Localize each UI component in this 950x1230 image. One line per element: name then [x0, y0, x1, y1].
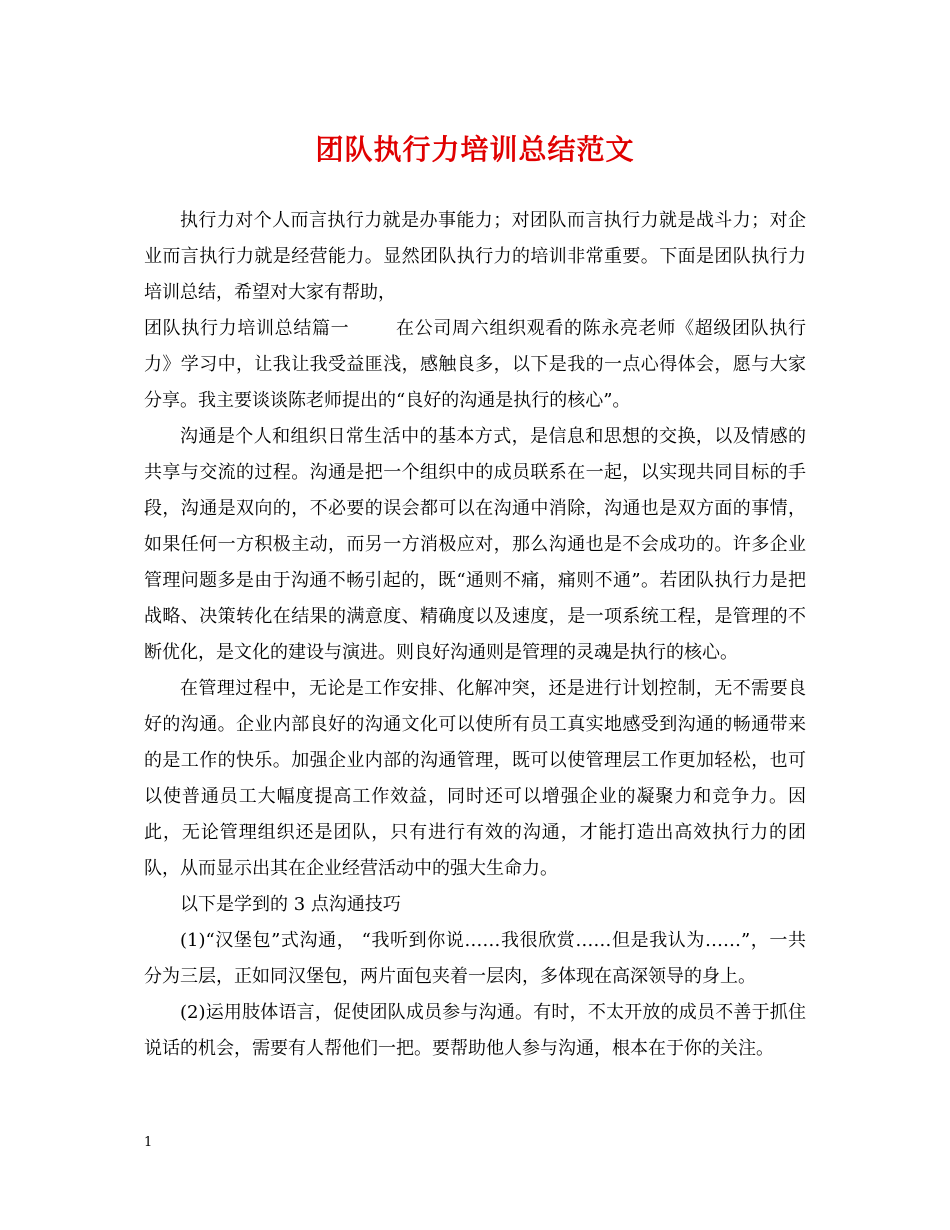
intro-paragraph: 执行力对个人而言执行力就是办事能力；对团队而言执行力就是战斗力；对企业而言执行力就是经营能力。显然团队执行力的培训非常重要。下面是团队执行力培训总结，希望对大家有帮助，	[144, 210, 806, 303]
skill-item-2: (2)运用肢体语言，促使团队成员参与沟通。有时，不太开放的成员不善于抓住说话的机会，需要有人帮他们一把。要帮助他人参与沟通，根本在于你的关注。	[144, 1002, 806, 1059]
page-number: 1	[144, 1135, 153, 1150]
section-paragraph	[144, 311, 806, 419]
section-heading: 团队执行力培训总结篇一	[144, 318, 350, 339]
communication-paragraph: 沟通是个人和组织日常生活中的基本方式，是信息和思想的交换，以及情感的共享与交流的过程。沟通是把一个组织中的成员联系在一起，以实现共同目标的手段，沟通是双向的，不必要的误会都可以在沟通中消除，沟通也是双方面的事情，如果任何一方积极主动，而另一方消极应对，那么沟通也是不会成功的。许多企业管理问题多是由于沟通不畅引起的，既“通则不痛，痛则不通”。若团队执行力是把战略、决策转化在结果的满意度、精确度以及速度，是一项系统工程，是管理的不断优化，是文化的建设与演进。则良好沟通则是管理的灵魂是执行的核心。	[144, 426, 806, 663]
document-body	[144, 203, 806, 1067]
skills-intro: 以下是学到的 3 点沟通技巧	[180, 894, 401, 915]
document-title: 团队执行力培训总结范文	[315, 133, 635, 166]
management-paragraph: 在管理过程中，无论是工作安排、化解冲突，还是进行计划控制，无不需要良好的沟通。企业内部良好的沟通文化可以使所有员工真实地感受到沟通的畅通带来的是工作的快乐。加强企业内部的沟通管理，既可以使管理层工作更加轻松，也可以使普通员工大幅度提高工作效益，同时还可以增强企业的凝聚力和竞争力。因此，无论管理组织还是团队，只有进行有效的沟通，才能打造出高效执行力的团队，从而显示出其在企业经营活动中的强大生命力。	[144, 678, 806, 879]
section-text: 在公司周六组织观看的陈永亮老师《超级团队执行力》学习中，让我让我受益匪浅，感触良多，以下是我的一点心得体会，愿与大家分享。我主要谈谈陈老师提出的“良好的沟通是执行的核心”。	[144, 318, 807, 411]
skill-item-1: (1)“汉堡包”式沟通， “我听到你说……我很欣赏……但是我认为……”，一共分为三层，正如同汉堡包，两片面包夹着一层肉，多体现在高深领导的身上。	[144, 930, 806, 987]
